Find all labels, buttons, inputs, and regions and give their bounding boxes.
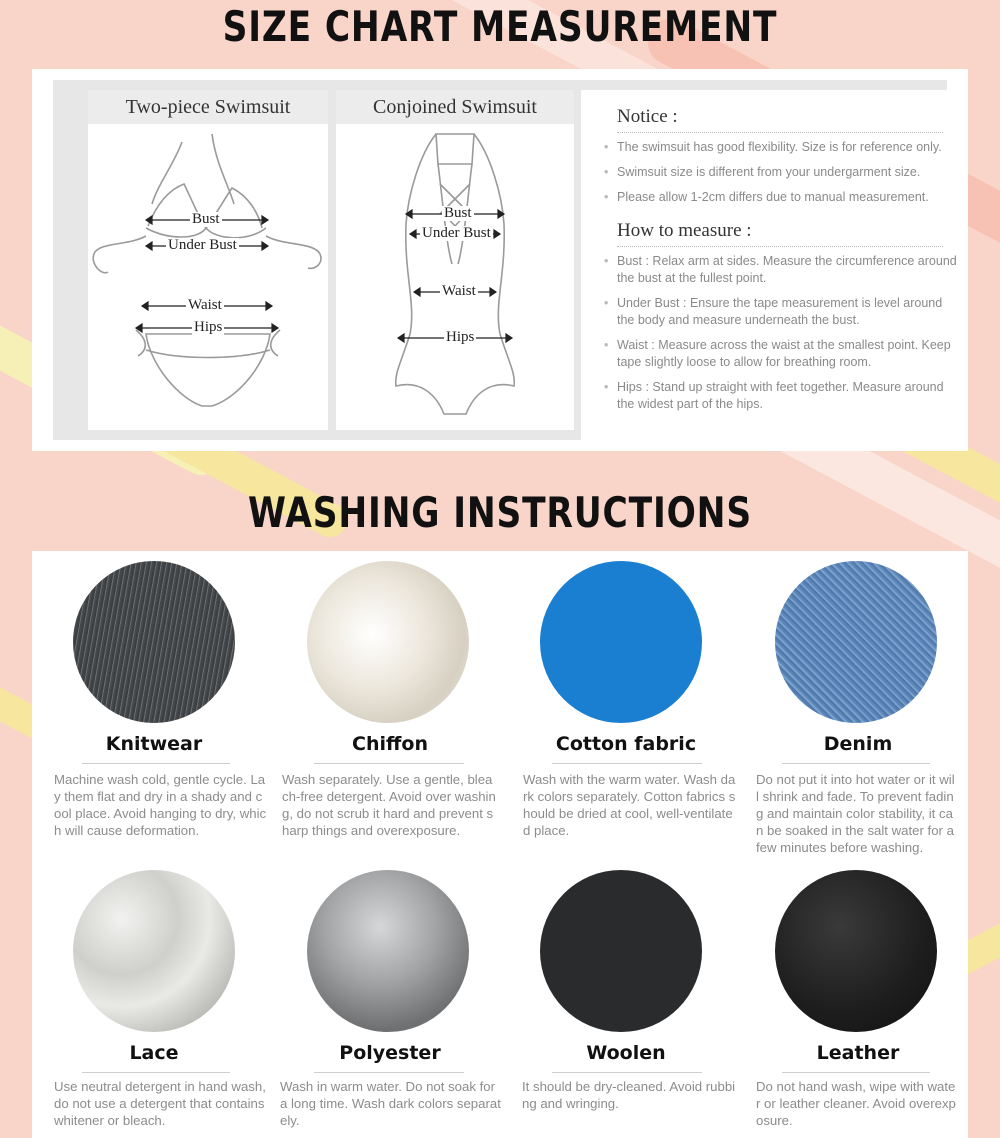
- polyester-swatch-icon: [307, 870, 469, 1032]
- fabric-description: Wash with the warm water. Wash dark colors separately. Cotton fabrics should be dried at cool, well-ventilated place.: [523, 772, 736, 838]
- fabric-name: Woolen: [586, 1042, 666, 1064]
- fabric-description: Do not hand wash, wipe with water or leather cleaner. Avoid overexposure.: [756, 1079, 956, 1128]
- how-to-measure-title: How to measure :: [617, 220, 943, 247]
- washing-heading: WASHING INSTRUCTIONS: [248, 488, 752, 537]
- divider: [82, 763, 230, 764]
- two-piece-card: [88, 90, 328, 430]
- list-item: • The swimsuit has good flexibility. Size is for reference only.: [617, 139, 962, 156]
- washing-panel: [32, 551, 968, 1138]
- notice-list: [617, 139, 962, 206]
- list-item: • Bust : Relax arm at sides. Measure the circumference around the bust at the fullest point.: [617, 253, 962, 287]
- denim-swatch-icon: [775, 561, 937, 723]
- fabric-name: Denim: [823, 733, 893, 755]
- fabric-polyester: [282, 870, 502, 1130]
- fabric-description: Wash separately. Use a gentle, bleach-free detergent. Avoid over washing, do not scrub it hard and prevent sharp things and overexposure.: [282, 772, 496, 838]
- waist-label: Waist: [188, 297, 222, 313]
- divider: [552, 1072, 702, 1073]
- fabric-description: Use neutral detergent in hand wash, do not use a detergent that contains whitener or bleach.: [54, 1079, 266, 1128]
- conjoined-diagram: [336, 124, 574, 430]
- under-bust-label: Under Bust: [422, 225, 491, 241]
- list-item: • Hips : Stand up straight with feet together. Measure around the widest part of the hips.: [617, 379, 962, 413]
- lace-swatch-icon: [73, 870, 235, 1032]
- bust-label: Bust: [444, 205, 472, 221]
- divider: [782, 1072, 930, 1073]
- hips-label: Hips: [446, 329, 475, 345]
- leather-swatch-icon: [775, 870, 937, 1032]
- fabric-description: Wash in warm water. Do not soak for a long time. Wash dark colors separately.: [280, 1079, 501, 1128]
- divider: [314, 1072, 464, 1073]
- list-item: • Under Bust : Ensure the tape measurement is level around the body and measure underneath the bust.: [617, 295, 962, 329]
- list-item: • Waist : Measure across the waist at the smallest point. Keep tape slightly loose to allow for breathing room.: [617, 337, 962, 371]
- fabric-name: Knitwear: [105, 733, 203, 755]
- bikini-diagram-icon: [88, 124, 328, 430]
- list-item: • Swimsuit size is different from your undergarment size.: [617, 164, 962, 181]
- notice-box: [581, 90, 967, 446]
- chiffon-swatch-icon: [307, 561, 469, 723]
- divider: [782, 763, 930, 764]
- divider: [314, 763, 464, 764]
- divider: [82, 1072, 230, 1073]
- fabric-knitwear: [52, 561, 272, 861]
- fabric-chiffon: [282, 561, 502, 861]
- fabric-name: Polyester: [339, 1042, 441, 1064]
- size-chart-panel: [32, 69, 968, 451]
- fabric-name: Leather: [816, 1042, 900, 1064]
- divider: [552, 763, 702, 764]
- woolen-swatch-icon: [540, 870, 702, 1032]
- waist-label: Waist: [442, 283, 476, 299]
- fabric-leather: [754, 870, 974, 1130]
- two-piece-title: Two-piece Swimsuit: [88, 90, 328, 124]
- fabric-lace: [52, 870, 272, 1130]
- fabric-name: Lace: [129, 1042, 179, 1064]
- notice-title: Notice :: [617, 106, 943, 133]
- conjoined-card: [336, 90, 574, 430]
- cotton-swatch-icon: [540, 561, 702, 723]
- swimsuit-diagram-icon: [336, 124, 574, 430]
- fabric-description: Do not put it into hot water or it will shrink and fade. To prevent fading and maintain color stability, it can be soaked in the salt water for a few minutes before washing.: [756, 772, 955, 855]
- under-bust-label: Under Bust: [168, 237, 237, 253]
- fabric-woolen: [522, 870, 742, 1130]
- conjoined-title: Conjoined Swimsuit: [336, 90, 574, 124]
- knitwear-swatch-icon: [73, 561, 235, 723]
- fabric-name: Cotton fabric: [555, 733, 697, 755]
- fabric-cotton: [522, 561, 742, 861]
- how-to-measure-list: [617, 253, 962, 413]
- two-piece-diagram: [88, 124, 328, 430]
- fabric-denim: [754, 561, 974, 871]
- fabric-description: Machine wash cold, gentle cycle. Lay them flat and dry in a shady and cool place. Avoid hanging to dry, which will cause deformation.: [54, 772, 267, 838]
- fabric-name: Chiffon: [352, 733, 428, 755]
- hips-label: Hips: [194, 319, 223, 335]
- bust-label: Bust: [192, 211, 220, 227]
- size-chart-heading: SIZE CHART MEASUREMENT: [222, 2, 778, 51]
- fabric-description: It should be dry-cleaned. Avoid rubbing and wringing.: [522, 1079, 736, 1111]
- list-item: • Please allow 1-2cm differs due to manual measurement.: [617, 189, 962, 206]
- size-chart-inner: [53, 80, 957, 440]
